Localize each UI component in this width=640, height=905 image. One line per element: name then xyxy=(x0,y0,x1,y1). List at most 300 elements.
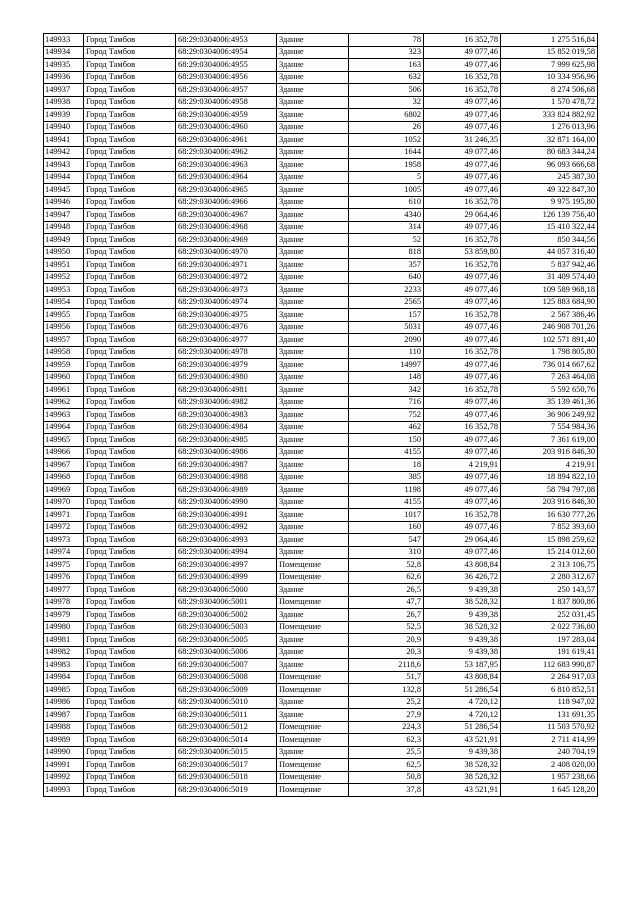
cadastral-value-cell: 1 798 805,80 xyxy=(501,346,598,359)
row-number-cell: 149968 xyxy=(44,471,84,484)
locality-cell: Город Тамбов xyxy=(84,34,176,47)
object-type-cell: Здание xyxy=(277,346,349,359)
row-number-cell: 149965 xyxy=(44,434,84,447)
specific-value-cell: 49 077,46 xyxy=(424,409,501,422)
area-cell: 62,5 xyxy=(349,759,424,772)
cadastral-number-cell: 68:29:0304006:5018 xyxy=(176,771,277,784)
specific-value-cell: 49 077,46 xyxy=(424,371,501,384)
row-number-cell: 149937 xyxy=(44,84,84,97)
table-row xyxy=(44,159,598,172)
row-number-cell: 149933 xyxy=(44,34,84,47)
specific-value-cell: 49 077,46 xyxy=(424,546,501,559)
specific-value-cell: 16 352,78 xyxy=(424,259,501,272)
object-type-cell: Здание xyxy=(277,409,349,422)
specific-value-cell: 49 077,46 xyxy=(424,446,501,459)
object-type-cell: Здание xyxy=(277,196,349,209)
row-number-cell: 149978 xyxy=(44,596,84,609)
specific-value-cell: 49 077,46 xyxy=(424,109,501,122)
cadastral-value-cell: 333 824 882,92 xyxy=(501,109,598,122)
locality-cell: Город Тамбов xyxy=(84,634,176,647)
locality-cell: Город Тамбов xyxy=(84,384,176,397)
row-number-cell: 149971 xyxy=(44,509,84,522)
area-cell: 2565 xyxy=(349,296,424,309)
table-row xyxy=(44,434,598,447)
table-row xyxy=(44,171,598,184)
cadastral-number-cell: 68:29:0304006:5019 xyxy=(176,784,277,797)
cadastral-number-cell: 68:29:0304006:5014 xyxy=(176,734,277,747)
cadastral-value-cell: 203 916 846,30 xyxy=(501,496,598,509)
cadastral-number-cell: 68:29:0304006:4965 xyxy=(176,184,277,197)
object-type-cell: Здание xyxy=(277,546,349,559)
area-cell: 1958 xyxy=(349,159,424,172)
area-cell: 310 xyxy=(349,546,424,559)
object-type-cell: Здание xyxy=(277,221,349,234)
locality-cell: Город Тамбов xyxy=(84,721,176,734)
specific-value-cell: 9 439,38 xyxy=(424,609,501,622)
object-type-cell: Здание xyxy=(277,484,349,497)
table-row xyxy=(44,446,598,459)
locality-cell: Город Тамбов xyxy=(84,484,176,497)
object-type-cell: Здание xyxy=(277,146,349,159)
document-page xyxy=(43,33,597,797)
locality-cell: Город Тамбов xyxy=(84,71,176,84)
specific-value-cell: 43 808,84 xyxy=(424,671,501,684)
locality-cell: Город Тамбов xyxy=(84,496,176,509)
cadastral-number-cell: 68:29:0304006:4990 xyxy=(176,496,277,509)
cadastral-value-cell: 2 408 020,00 xyxy=(501,759,598,772)
table-row xyxy=(44,209,598,222)
table-row xyxy=(44,146,598,159)
table-row xyxy=(44,246,598,259)
cadastral-number-cell: 68:29:0304006:4973 xyxy=(176,284,277,297)
object-type-cell: Помещение xyxy=(277,559,349,572)
row-number-cell: 149959 xyxy=(44,359,84,372)
row-number-cell: 149970 xyxy=(44,496,84,509)
object-type-cell: Помещение xyxy=(277,571,349,584)
area-cell: 52 xyxy=(349,234,424,247)
object-type-cell: Здание xyxy=(277,396,349,409)
table-row xyxy=(44,571,598,584)
locality-cell: Город Тамбов xyxy=(84,134,176,147)
cadastral-value-cell: 18 894 822,10 xyxy=(501,471,598,484)
cadastral-number-cell: 68:29:0304006:4960 xyxy=(176,121,277,134)
area-cell: 506 xyxy=(349,84,424,97)
locality-cell: Город Тамбов xyxy=(84,771,176,784)
object-type-cell: Здание xyxy=(277,421,349,434)
locality-cell: Город Тамбов xyxy=(84,159,176,172)
locality-cell: Город Тамбов xyxy=(84,534,176,547)
object-type-cell: Помещение xyxy=(277,671,349,684)
object-type-cell: Здание xyxy=(277,209,349,222)
object-type-cell: Здание xyxy=(277,609,349,622)
area-cell: 314 xyxy=(349,221,424,234)
cadastral-number-cell: 68:29:0304006:4955 xyxy=(176,59,277,72)
object-type-cell: Помещение xyxy=(277,721,349,734)
row-number-cell: 149958 xyxy=(44,346,84,359)
cadastral-number-cell: 68:29:0304006:4983 xyxy=(176,409,277,422)
specific-value-cell: 51 286,54 xyxy=(424,684,501,697)
specific-value-cell: 31 246,35 xyxy=(424,134,501,147)
row-number-cell: 149964 xyxy=(44,421,84,434)
table-row xyxy=(44,546,598,559)
table-row xyxy=(44,559,598,572)
row-number-cell: 149982 xyxy=(44,646,84,659)
area-cell: 323 xyxy=(349,46,424,59)
cadastral-value-cell: 246 908 701,26 xyxy=(501,321,598,334)
table-row xyxy=(44,496,598,509)
cadastral-value-cell: 7 554 984,36 xyxy=(501,421,598,434)
row-number-cell: 149987 xyxy=(44,709,84,722)
cadastral-value-cell: 2 280 312,67 xyxy=(501,571,598,584)
row-number-cell: 149936 xyxy=(44,71,84,84)
specific-value-cell: 53 187,95 xyxy=(424,659,501,672)
cadastral-value-cell: 2 313 106,75 xyxy=(501,559,598,572)
specific-value-cell: 9 439,38 xyxy=(424,746,501,759)
cadastral-value-cell: 736 014 667,62 xyxy=(501,359,598,372)
object-type-cell: Здание xyxy=(277,696,349,709)
table-row xyxy=(44,71,598,84)
row-number-cell: 149990 xyxy=(44,746,84,759)
specific-value-cell: 9 439,38 xyxy=(424,646,501,659)
area-cell: 640 xyxy=(349,271,424,284)
specific-value-cell: 49 077,46 xyxy=(424,146,501,159)
cadastral-number-cell: 68:29:0304006:4967 xyxy=(176,209,277,222)
table-row xyxy=(44,359,598,372)
cadastral-number-cell: 68:29:0304006:5007 xyxy=(176,659,277,672)
table-row xyxy=(44,621,598,634)
object-type-cell: Здание xyxy=(277,521,349,534)
cadastral-number-cell: 68:29:0304006:4971 xyxy=(176,259,277,272)
row-number-cell: 149991 xyxy=(44,759,84,772)
cadastral-number-cell: 68:29:0304006:4968 xyxy=(176,221,277,234)
cadastral-number-cell: 68:29:0304006:5001 xyxy=(176,596,277,609)
specific-value-cell: 51 286,54 xyxy=(424,721,501,734)
locality-cell: Город Тамбов xyxy=(84,296,176,309)
row-number-cell: 149952 xyxy=(44,271,84,284)
row-number-cell: 149944 xyxy=(44,171,84,184)
specific-value-cell: 16 352,78 xyxy=(424,509,501,522)
table-row xyxy=(44,521,598,534)
cadastral-value-cell: 15 898 259,62 xyxy=(501,534,598,547)
row-number-cell: 149939 xyxy=(44,109,84,122)
cadastral-value-cell: 9 975 195,80 xyxy=(501,196,598,209)
row-number-cell: 149989 xyxy=(44,734,84,747)
row-number-cell: 149992 xyxy=(44,771,84,784)
cadastral-value-cell: 44 057 316,40 xyxy=(501,246,598,259)
specific-value-cell: 49 077,46 xyxy=(424,334,501,347)
row-number-cell: 149972 xyxy=(44,521,84,534)
specific-value-cell: 49 077,46 xyxy=(424,484,501,497)
object-type-cell: Здание xyxy=(277,184,349,197)
locality-cell: Город Тамбов xyxy=(84,696,176,709)
locality-cell: Город Тамбов xyxy=(84,684,176,697)
area-cell: 26,7 xyxy=(349,609,424,622)
object-type-cell: Здание xyxy=(277,84,349,97)
table-row xyxy=(44,384,598,397)
cadastral-value-cell: 6 810 852,51 xyxy=(501,684,598,697)
row-number-cell: 149951 xyxy=(44,259,84,272)
table-row xyxy=(44,284,598,297)
cadastral-value-cell: 1 276 013,96 xyxy=(501,121,598,134)
specific-value-cell: 43 521,91 xyxy=(424,734,501,747)
cadastral-value-cell: 11 503 570,92 xyxy=(501,721,598,734)
locality-cell: Город Тамбов xyxy=(84,121,176,134)
cadastral-value-cell: 203 916 846,30 xyxy=(501,446,598,459)
specific-value-cell: 29 064,46 xyxy=(424,534,501,547)
row-number-cell: 149947 xyxy=(44,209,84,222)
specific-value-cell: 49 077,46 xyxy=(424,284,501,297)
area-cell: 20,3 xyxy=(349,646,424,659)
cadastral-number-cell: 68:29:0304006:4978 xyxy=(176,346,277,359)
cadastral-number-cell: 68:29:0304006:4984 xyxy=(176,421,277,434)
specific-value-cell: 49 077,46 xyxy=(424,296,501,309)
row-number-cell: 149940 xyxy=(44,121,84,134)
object-type-cell: Здание xyxy=(277,584,349,597)
table-row xyxy=(44,784,598,797)
cadastral-value-cell: 252 031,45 xyxy=(501,609,598,622)
cadastral-number-cell: 68:29:0304006:5012 xyxy=(176,721,277,734)
cadastral-number-cell: 68:29:0304006:4969 xyxy=(176,234,277,247)
table-row xyxy=(44,759,598,772)
specific-value-cell: 29 064,46 xyxy=(424,209,501,222)
table-row xyxy=(44,121,598,134)
row-number-cell: 149943 xyxy=(44,159,84,172)
cadastral-value-cell: 850 344,56 xyxy=(501,234,598,247)
object-type-cell: Здание xyxy=(277,384,349,397)
row-number-cell: 149949 xyxy=(44,234,84,247)
locality-cell: Город Тамбов xyxy=(84,171,176,184)
cadastral-number-cell: 68:29:0304006:5010 xyxy=(176,696,277,709)
table-row xyxy=(44,471,598,484)
cadastral-number-cell: 68:29:0304006:4961 xyxy=(176,134,277,147)
area-cell: 385 xyxy=(349,471,424,484)
cadastral-number-cell: 68:29:0304006:4988 xyxy=(176,471,277,484)
table-row xyxy=(44,609,598,622)
row-number-cell: 149945 xyxy=(44,184,84,197)
locality-cell: Город Тамбов xyxy=(84,259,176,272)
row-number-cell: 149969 xyxy=(44,484,84,497)
cadastral-number-cell: 68:29:0304006:4972 xyxy=(176,271,277,284)
cadastral-value-cell: 15 410 322,44 xyxy=(501,221,598,234)
locality-cell: Город Тамбов xyxy=(84,321,176,334)
cadastral-value-cell: 118 947,02 xyxy=(501,696,598,709)
specific-value-cell: 49 077,46 xyxy=(424,396,501,409)
area-cell: 5 xyxy=(349,171,424,184)
object-type-cell: Здание xyxy=(277,96,349,109)
table-row xyxy=(44,184,598,197)
table-row xyxy=(44,646,598,659)
table-row xyxy=(44,334,598,347)
cadastral-value-table xyxy=(43,33,598,797)
cadastral-number-cell: 68:29:0304006:5005 xyxy=(176,634,277,647)
cadastral-number-cell: 68:29:0304006:4982 xyxy=(176,396,277,409)
locality-cell: Город Тамбов xyxy=(84,734,176,747)
cadastral-number-cell: 68:29:0304006:5011 xyxy=(176,709,277,722)
locality-cell: Город Тамбов xyxy=(84,471,176,484)
area-cell: 6802 xyxy=(349,109,424,122)
cadastral-value-cell: 2 264 917,03 xyxy=(501,671,598,684)
cadastral-number-cell: 68:29:0304006:4966 xyxy=(176,196,277,209)
object-type-cell: Здание xyxy=(277,646,349,659)
area-cell: 148 xyxy=(349,371,424,384)
area-cell: 752 xyxy=(349,409,424,422)
object-type-cell: Здание xyxy=(277,46,349,59)
row-number-cell: 149961 xyxy=(44,384,84,397)
locality-cell: Город Тамбов xyxy=(84,209,176,222)
table-row xyxy=(44,96,598,109)
specific-value-cell: 49 077,46 xyxy=(424,184,501,197)
cadastral-number-cell: 68:29:0304006:4981 xyxy=(176,384,277,397)
specific-value-cell: 49 077,46 xyxy=(424,159,501,172)
cadastral-number-cell: 68:29:0304006:4963 xyxy=(176,159,277,172)
specific-value-cell: 16 352,78 xyxy=(424,34,501,47)
cadastral-value-cell: 5 592 650,76 xyxy=(501,384,598,397)
area-cell: 25,5 xyxy=(349,746,424,759)
specific-value-cell: 16 352,78 xyxy=(424,384,501,397)
area-cell: 1017 xyxy=(349,509,424,522)
object-type-cell: Здание xyxy=(277,509,349,522)
locality-cell: Город Тамбов xyxy=(84,184,176,197)
cadastral-value-cell: 32 871 164,00 xyxy=(501,134,598,147)
object-type-cell: Здание xyxy=(277,471,349,484)
object-type-cell: Здание xyxy=(277,109,349,122)
area-cell: 163 xyxy=(349,59,424,72)
row-number-cell: 149950 xyxy=(44,246,84,259)
area-cell: 37,8 xyxy=(349,784,424,797)
cadastral-number-cell: 68:29:0304006:5002 xyxy=(176,609,277,622)
object-type-cell: Здание xyxy=(277,59,349,72)
locality-cell: Город Тамбов xyxy=(84,46,176,59)
cadastral-number-cell: 68:29:0304006:4994 xyxy=(176,546,277,559)
locality-cell: Город Тамбов xyxy=(84,234,176,247)
row-number-cell: 149946 xyxy=(44,196,84,209)
area-cell: 20,9 xyxy=(349,634,424,647)
specific-value-cell: 49 077,46 xyxy=(424,121,501,134)
cadastral-value-cell: 1 957 238,66 xyxy=(501,771,598,784)
cadastral-number-cell: 68:29:0304006:5017 xyxy=(176,759,277,772)
table-row xyxy=(44,484,598,497)
row-number-cell: 149955 xyxy=(44,309,84,322)
area-cell: 150 xyxy=(349,434,424,447)
object-type-cell: Здание xyxy=(277,709,349,722)
table-row xyxy=(44,309,598,322)
cadastral-value-cell: 31 409 574,40 xyxy=(501,271,598,284)
area-cell: 26,5 xyxy=(349,584,424,597)
object-type-cell: Здание xyxy=(277,159,349,172)
table-row xyxy=(44,409,598,422)
locality-cell: Город Тамбов xyxy=(84,271,176,284)
table-row xyxy=(44,684,598,697)
object-type-cell: Здание xyxy=(277,71,349,84)
specific-value-cell: 38 528,32 xyxy=(424,596,501,609)
specific-value-cell: 9 439,38 xyxy=(424,584,501,597)
cadastral-number-cell: 68:29:0304006:4953 xyxy=(176,34,277,47)
area-cell: 160 xyxy=(349,521,424,534)
area-cell: 5031 xyxy=(349,321,424,334)
row-number-cell: 149954 xyxy=(44,296,84,309)
cadastral-number-cell: 68:29:0304006:5008 xyxy=(176,671,277,684)
area-cell: 632 xyxy=(349,71,424,84)
table-row xyxy=(44,34,598,47)
locality-cell: Город Тамбов xyxy=(84,409,176,422)
cadastral-value-cell: 109 589 968,18 xyxy=(501,284,598,297)
cadastral-value-cell: 1 645 128,20 xyxy=(501,784,598,797)
area-cell: 716 xyxy=(349,396,424,409)
locality-cell: Город Тамбов xyxy=(84,671,176,684)
table-row xyxy=(44,221,598,234)
cadastral-value-cell: 1 275 516,84 xyxy=(501,34,598,47)
specific-value-cell: 16 352,78 xyxy=(424,196,501,209)
area-cell: 26 xyxy=(349,121,424,134)
object-type-cell: Помещение xyxy=(277,784,349,797)
area-cell: 2118,6 xyxy=(349,659,424,672)
object-type-cell: Здание xyxy=(277,746,349,759)
cadastral-number-cell: 68:29:0304006:4964 xyxy=(176,171,277,184)
cadastral-value-cell: 2 022 736,80 xyxy=(501,621,598,634)
area-cell: 62,6 xyxy=(349,571,424,584)
specific-value-cell: 49 077,46 xyxy=(424,171,501,184)
row-number-cell: 149963 xyxy=(44,409,84,422)
specific-value-cell: 16 352,78 xyxy=(424,71,501,84)
locality-cell: Город Тамбов xyxy=(84,334,176,347)
locality-cell: Город Тамбов xyxy=(84,546,176,559)
area-cell: 2233 xyxy=(349,284,424,297)
cadastral-number-cell: 68:29:0304006:4962 xyxy=(176,146,277,159)
object-type-cell: Помещение xyxy=(277,734,349,747)
row-number-cell: 149974 xyxy=(44,546,84,559)
object-type-cell: Здание xyxy=(277,434,349,447)
cadastral-value-cell: 240 704,19 xyxy=(501,746,598,759)
specific-value-cell: 4 720,12 xyxy=(424,696,501,709)
locality-cell: Город Тамбов xyxy=(84,759,176,772)
table-row xyxy=(44,734,598,747)
table-row xyxy=(44,271,598,284)
row-number-cell: 149941 xyxy=(44,134,84,147)
cadastral-number-cell: 68:29:0304006:5000 xyxy=(176,584,277,597)
locality-cell: Город Тамбов xyxy=(84,246,176,259)
locality-cell: Город Тамбов xyxy=(84,784,176,797)
specific-value-cell: 49 077,46 xyxy=(424,521,501,534)
table-row xyxy=(44,459,598,472)
table-row xyxy=(44,371,598,384)
area-cell: 4340 xyxy=(349,209,424,222)
cadastral-value-cell: 80 683 344,24 xyxy=(501,146,598,159)
locality-cell: Город Тамбов xyxy=(84,146,176,159)
area-cell: 1005 xyxy=(349,184,424,197)
row-number-cell: 149953 xyxy=(44,284,84,297)
cadastral-number-cell: 68:29:0304006:4993 xyxy=(176,534,277,547)
object-type-cell: Помещение xyxy=(277,759,349,772)
row-number-cell: 149956 xyxy=(44,321,84,334)
area-cell: 52,5 xyxy=(349,621,424,634)
cadastral-number-cell: 68:29:0304006:5006 xyxy=(176,646,277,659)
locality-cell: Город Тамбов xyxy=(84,559,176,572)
cadastral-value-cell: 16 630 777,26 xyxy=(501,509,598,522)
area-cell: 462 xyxy=(349,421,424,434)
area-cell: 51,7 xyxy=(349,671,424,684)
cadastral-value-cell: 1 837 800,86 xyxy=(501,596,598,609)
object-type-cell: Здание xyxy=(277,446,349,459)
locality-cell: Город Тамбов xyxy=(84,621,176,634)
specific-value-cell: 49 077,46 xyxy=(424,96,501,109)
cadastral-value-cell: 2 567 386,46 xyxy=(501,309,598,322)
locality-cell: Город Тамбов xyxy=(84,509,176,522)
cadastral-value-cell: 49 322 847,30 xyxy=(501,184,598,197)
cadastral-number-cell: 68:29:0304006:4986 xyxy=(176,446,277,459)
object-type-cell: Здание xyxy=(277,371,349,384)
area-cell: 1198 xyxy=(349,484,424,497)
row-number-cell: 149984 xyxy=(44,671,84,684)
